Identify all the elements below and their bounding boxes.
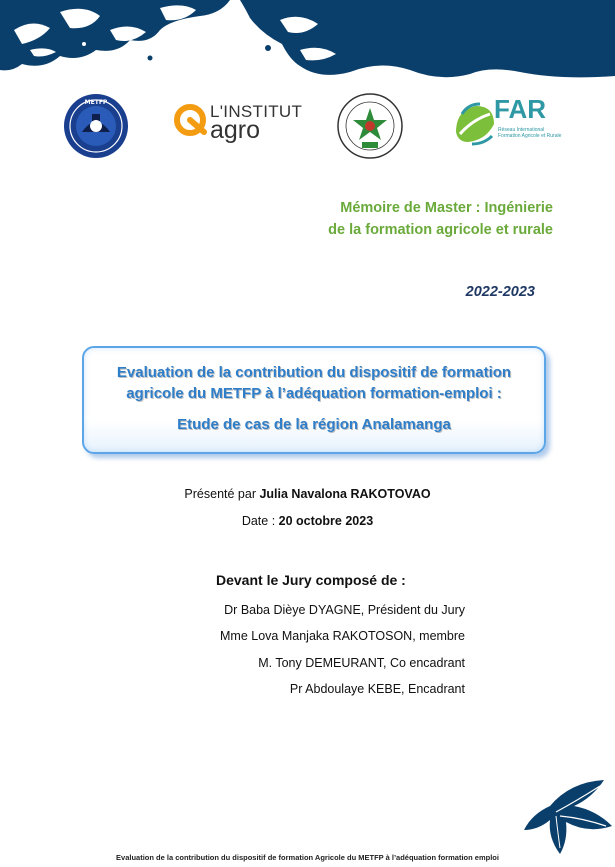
agro-line2: agro	[210, 116, 261, 144]
master-line-2: de la formation agricole et rurale	[328, 222, 553, 238]
master-heading	[328, 197, 553, 241]
master-line-1: Mémoire de Master : Ingénierie	[340, 200, 553, 216]
date-value: 20 octobre 2023	[278, 514, 374, 528]
jury-member: Dr Baba Dièye DYAGNE, Président du Jury	[224, 603, 465, 617]
page-footer: Evaluation de la contribution du dispositif de formation Agricole du METFP à l’adéquation formation emploi	[116, 853, 499, 862]
date-label: Date :	[241, 514, 279, 528]
wave-banner	[0, 0, 615, 82]
ena-seal-icon	[332, 92, 408, 160]
jury-member: M. Tony DEMEURANT, Co encadrant	[258, 656, 465, 670]
defense-date	[0, 514, 615, 528]
far-subtitle-2: Formation Agricole et Rurale	[498, 133, 562, 139]
agro-line1: L'INSTITUT	[210, 102, 303, 121]
presented-label: Présenté par	[184, 487, 260, 501]
author-name: Julia Navalona RAKOTOVAO	[259, 487, 431, 501]
title-line-3: Etude de cas de la région Analamanga	[177, 416, 451, 433]
jury-heading: Devant le Jury composé de :	[216, 572, 406, 588]
title-line-1: Evaluation de la contribution du dispositif de formation	[116, 364, 512, 381]
metfp-emblem-icon	[60, 92, 132, 160]
thesis-title-box	[82, 346, 546, 454]
agro-swirl-icon	[174, 102, 208, 142]
metfp-logo	[60, 92, 132, 165]
svg-text:METFP: METFP	[84, 99, 108, 106]
academic-year: 2022-2023	[465, 284, 535, 300]
far-subtitle-1: Réseau International	[498, 127, 545, 133]
jury-member: Pr Abdoulaye KEBE, Encadrant	[289, 682, 465, 696]
jury-member: Mme Lova Manjaka RAKOTOSON, membre	[220, 629, 465, 643]
far-leaf-icon	[450, 100, 498, 148]
title-line-2: agricole du METFP à l’adéquation formation-emploi :	[126, 385, 502, 402]
far-title: FAR	[494, 94, 546, 124]
partner-logos	[0, 92, 615, 164]
corner-leaf-decoration-icon	[520, 776, 615, 856]
presented-by	[0, 487, 615, 501]
ena-logo	[332, 92, 408, 165]
